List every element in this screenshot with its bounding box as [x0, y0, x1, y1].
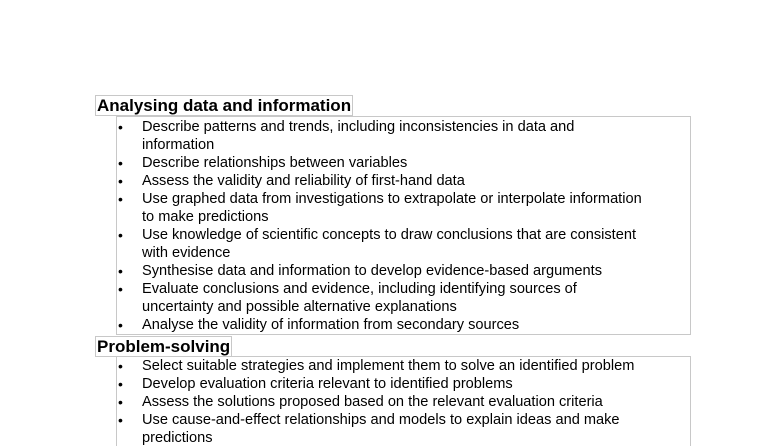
list-item: • Describe relationships between variables	[118, 155, 408, 171]
bullet-list-analysing-data	[116, 116, 691, 335]
bullet-icon: •	[118, 191, 123, 207]
bullet-icon: •	[118, 155, 123, 171]
bullet-icon: •	[118, 119, 123, 135]
bullet-icon: •	[118, 358, 123, 374]
list-item: • Select suitable strategies and implement them to solve an identified problem	[118, 358, 635, 374]
bullet-icon: •	[118, 376, 123, 392]
list-item: • Use graphed data from investigations to extrapolate or interpolate information to make predictions	[118, 191, 642, 225]
bullet-icon: •	[118, 263, 123, 279]
bullet-icon: •	[118, 317, 123, 333]
bullet-icon: •	[118, 412, 123, 428]
bullet-icon: •	[118, 281, 123, 297]
section-heading-problem-solving: Problem-solving	[97, 337, 231, 356]
bullet-list-problem-solving	[116, 356, 691, 446]
list-item: • Synthesise data and information to develop evidence-based arguments	[118, 263, 602, 279]
list-item: • Develop evaluation criteria relevant to identified problems	[118, 376, 513, 392]
list-item: • Use knowledge of scientific concepts to draw conclusions that are consistent with evidence	[118, 227, 637, 261]
list-item: • Assess the solutions proposed based on the relevant evaluation criteria	[118, 394, 603, 410]
bullet-icon: •	[118, 394, 123, 410]
list-item: • Describe patterns and trends, including inconsistencies in data and information	[118, 119, 575, 153]
list-item: • Analyse the validity of information from secondary sources	[118, 317, 520, 333]
list-item: • Evaluate conclusions and evidence, including identifying sources of uncertainty and possible alternative explanations	[118, 281, 577, 315]
bullet-icon: •	[118, 173, 123, 189]
list-item: • Assess the validity and reliability of first-hand data	[118, 173, 465, 189]
bullet-icon: •	[118, 227, 123, 243]
section-heading-analysing-data: Analysing data and information	[97, 96, 352, 115]
list-item: • Use cause-and-effect relationships and models to explain ideas and make predictions	[118, 412, 620, 446]
